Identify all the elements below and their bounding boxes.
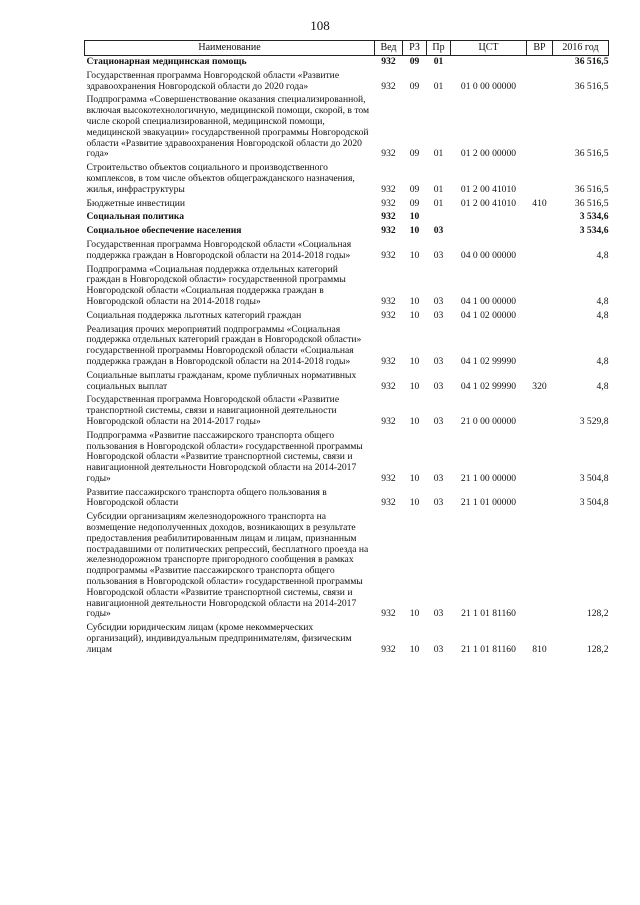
row-ved: 932 [381,197,396,209]
row-ved: 932 [381,472,396,484]
header-name: Наименование [85,41,375,56]
row-ved: 932 [381,148,396,160]
row-pr: 01 [433,148,444,160]
row-rz: 09 [409,197,420,209]
row-vr [527,264,553,310]
row-rz: 10 [409,355,420,367]
row-name: Государственная программа Новгородской области «Социальная поддержка граждан в Новгородской области на 2014-2018 годы» [86,238,352,261]
row-rz: 10 [409,211,420,223]
row-pr: 01 [433,56,444,67]
table-row [85,487,609,512]
table-row [85,622,609,657]
row-sum: 128,2 [586,643,609,655]
row-rz: 09 [409,183,420,195]
row-name: Бюджетные инвестиции [86,197,185,209]
row-vr: 810 [532,643,547,655]
header-rz: РЗ [403,41,427,56]
row-name: Социальные выплаты гражданам, кроме публичных нормативных социальных выплат [86,369,357,392]
row-sum: 36 516,5 [574,183,609,195]
row-cst: 01 2 00 41010 [460,197,517,209]
row-sum: 36 516,5 [574,148,609,160]
table-row [85,225,609,239]
row-vr [527,162,553,197]
row-name: Социальная политика [86,211,185,223]
row-ved: 932 [381,80,396,92]
row-vr: 320 [532,380,547,392]
row-vr [527,430,553,487]
row-rz: 09 [409,80,420,92]
row-sum: 4,8 [596,249,609,261]
row-cst: 04 1 02 00000 [460,309,517,321]
table-row [85,511,609,622]
row-cst: 01 0 00 00000 [460,80,517,92]
table-row [85,324,609,370]
table-row [85,70,609,95]
row-sum: 3 529,8 [579,415,609,427]
row-ved: 932 [381,415,396,427]
row-cst: 21 0 00 00000 [460,415,517,427]
row-pr: 01 [433,80,444,92]
row-vr [527,211,553,225]
budget-table [84,40,609,658]
row-ved: 932 [381,355,396,367]
row-cst [451,56,527,70]
row-vr [527,94,553,162]
header-cst: ЦСТ [451,41,527,56]
row-name: Государственная программа Новгородской области «Развитие здравоохранения Новгородской области до 2020 года» [86,69,340,92]
row-cst: 01 2 00 00000 [460,148,517,160]
row-name: Социальное обеспечение населения [86,225,242,237]
row-sum: 36 516,5 [574,56,609,67]
table-row [85,94,609,162]
row-sum: 3 534,6 [579,225,609,237]
row-vr [527,394,553,429]
row-name: Социальная поддержка льготных категорий граждан [86,309,302,321]
row-ved: 932 [381,608,396,620]
row-vr [527,487,553,512]
row-cst [451,211,527,225]
row-pr: 03 [433,295,444,307]
row-sum: 4,8 [596,309,609,321]
row-vr [527,56,553,70]
table-row [85,370,609,395]
row-rz: 10 [409,380,420,392]
row-vr [527,239,553,264]
row-cst: 01 2 00 41010 [460,183,517,195]
row-vr [527,324,553,370]
row-ved: 932 [381,309,396,321]
table-row [85,394,609,429]
row-name: Субсидии юридическим лицам (кроме некоммерческих организаций), индивидуальным предпринимателям, физическим лицам [86,622,352,655]
row-ved: 932 [381,249,396,261]
row-pr: 03 [433,608,444,620]
row-vr [527,225,553,239]
row-rz: 10 [409,249,420,261]
row-vr: 410 [532,197,547,209]
row-name: Развитие пассажирского транспорта общего пользования в Новгородской области [86,486,327,509]
row-rz: 10 [409,472,420,484]
page-number: 108 [310,18,330,33]
row-rz: 10 [409,295,420,307]
row-pr: 03 [433,472,444,484]
table-row [85,56,609,70]
row-pr: 01 [433,197,444,209]
row-sum: 4,8 [596,380,609,392]
row-rz: 10 [409,309,420,321]
row-ved: 932 [381,497,396,509]
row-sum: 128,2 [586,608,609,620]
row-rz: 10 [409,225,420,237]
row-ved: 932 [381,295,396,307]
row-cst: 04 1 00 00000 [460,295,517,307]
table-row [85,211,609,225]
row-name: Стационарная медицинская помощь [86,56,247,67]
row-pr: 03 [433,225,444,237]
row-name: Подпрограмма «Совершенствование оказания специализированной, включая высокотехнологичную, медицинской помощи, скорой, в том числе скорой специализированной, медицинской помощи, медицинской эвакуации» государственной программы Новгородской области «Развитие здравоохранения Новгородской области до 2020 года» [86,94,370,160]
row-cst: 04 1 02 99990 [460,380,517,392]
row-cst: 04 1 02 99990 [460,355,517,367]
row-ved: 932 [381,56,396,67]
row-sum: 3 504,8 [579,472,609,484]
table-row [85,239,609,264]
row-rz: 10 [409,643,420,655]
row-rz: 09 [409,56,420,67]
row-pr: 03 [433,415,444,427]
table-row [85,310,609,324]
row-pr: 03 [433,643,444,655]
row-name: Строительство объектов социального и производственного комплексов, в том числе объектов общегражданского назначения, жилья, инфраструктуры [86,162,355,195]
row-sum: 36 516,5 [574,80,609,92]
row-sum: 4,8 [596,355,609,367]
row-cst: 21 1 01 81160 [461,643,516,655]
row-pr: 03 [433,249,444,261]
row-sum: 3 534,6 [579,211,609,223]
row-pr: 01 [433,183,444,195]
row-pr: 03 [433,355,444,367]
header-ved: Вед [375,41,403,56]
row-ved: 932 [381,380,396,392]
row-cst: 21 1 00 00000 [460,472,517,484]
row-name: Государственная программа Новгородской области «Развитие транспортной системы, связи и навигационной деятельности Новгородской области на 2014-2017 годы» [86,394,340,427]
header-sum: 2016 год [553,41,609,56]
row-ved: 932 [381,225,396,237]
row-rz: 09 [409,148,420,160]
row-pr [427,211,451,225]
row-cst [451,225,527,239]
row-sum: 3 504,8 [579,497,609,509]
table-row [85,264,609,310]
table-row [85,430,609,487]
header-pr: Пр [427,41,451,56]
row-sum: 4,8 [596,295,609,307]
row-cst: 21 1 01 00000 [460,497,517,509]
row-vr [527,310,553,324]
row-pr: 03 [433,309,444,321]
row-name: Подпрограмма «Развитие пассажирского транспорта общего пользования в Новгородской области» государственной программы Новгородской области «Развитие транспортной системы, связи и навигационной деятельности Новгородской области на 2014-2017 годы» [86,429,363,484]
row-name: Субсидии организациям железнодорожного транспорта на возмещение недополученных доходов, возникающих в результате предоставления реабилитированным лицам и лицам, признанным пострадавшими от политических репрессий, бесплатного проезда на железнодорожном транспорте пригородного сообщения в рамках подпрограммы «Развитие пассажирского транспорта общего пользования в Новгородской области» государственной программы Новгородской области «Развитие транспортной системы, связи и навигационной деятельности Новгородской области на 2014-2017 годы» [86,511,369,620]
row-ved: 932 [381,211,396,223]
row-name: Подпрограмма «Социальная поддержка отдельных категорий граждан в Новгородской области» государственной программы Новгородской области «Социальная поддержка граждан в Новгородской области на 2014-2018 годы» [86,263,346,307]
row-vr [527,511,553,622]
table-header-row [85,41,609,56]
row-ved: 932 [381,183,396,195]
row-cst: 04 0 00 00000 [460,249,517,261]
row-rz: 10 [409,497,420,509]
row-pr: 03 [433,380,444,392]
row-rz: 10 [409,608,420,620]
row-rz: 10 [409,415,420,427]
header-vr: ВР [527,41,553,56]
row-vr [527,70,553,95]
row-pr: 03 [433,497,444,509]
row-cst: 21 1 01 81160 [461,608,516,620]
row-ved: 932 [381,643,396,655]
row-sum: 36 516,5 [574,197,609,209]
table-row [85,198,609,212]
table-row [85,162,609,197]
row-name: Реализация прочих мероприятий подпрограммы «Социальная поддержка отдельных категорий граждан в Новгородской области» государственной программы Новгородской области «Социальная поддержка граждан в Новгородской области на 2014-2018 годы» [86,323,362,367]
